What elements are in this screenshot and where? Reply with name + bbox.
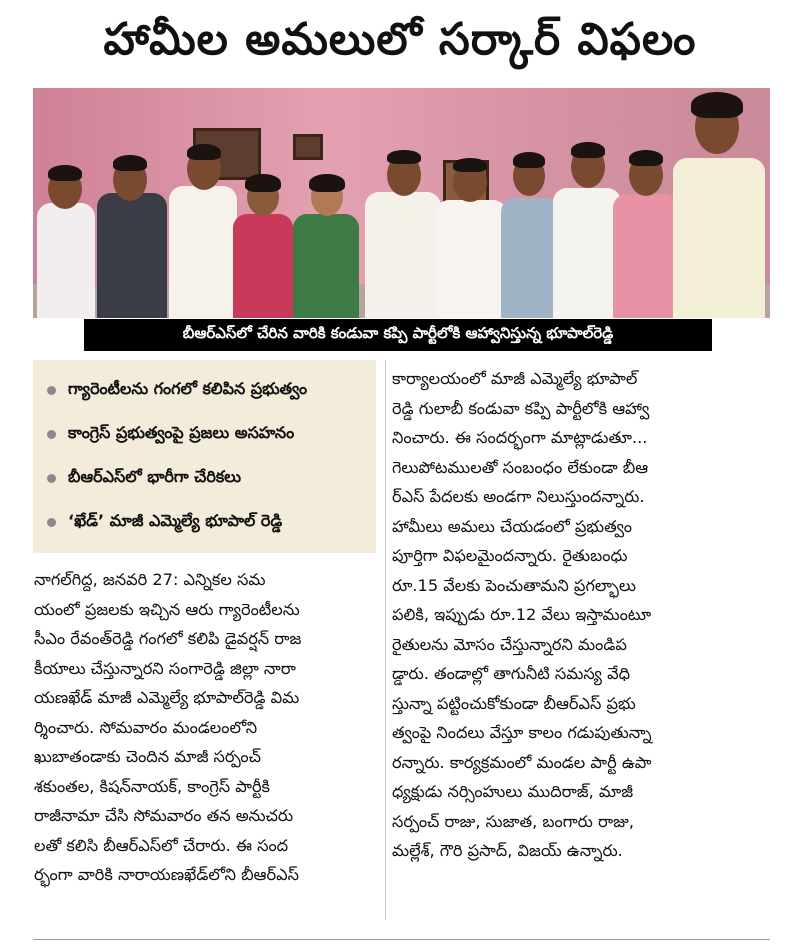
text-line: రూ.15 వేలకు పెంచుతామని ప్రగల్భాలు xyxy=(392,575,636,595)
highlight-text: కాంగ్రెస్ ప్రభుత్వంపై ప్రజలు అసహనం xyxy=(68,422,295,442)
text-line: గెలుపోటములతో సంబంధం లేకుండా బీఆ xyxy=(392,457,649,477)
text-line: రాజీనామా చేసి సోమవారం తన అనుచరు xyxy=(34,806,294,825)
highlight-item xyxy=(47,372,372,408)
person-figure xyxy=(665,90,770,318)
bullet-icon xyxy=(47,518,56,527)
text-line: ర్భంగా వారికి నారాయణఖేడ్‌లోని బీఆర్ఎస్ xyxy=(34,865,299,884)
text-line: ర్ఎస్ పేదలకు అండగా నిలుస్తుందన్నారు. xyxy=(392,487,645,506)
text-line: యణఖేడ్ మాజీ ఎమ్మెల్యే భూపాల్‌రెడ్డి విమ xyxy=(34,688,300,707)
wall-small-frame xyxy=(293,134,323,160)
highlight-text: గ్యారెంటీలను గంగలో కలిపిన ప్రభుత్వం xyxy=(68,378,308,398)
text-line: ఖుబాతండాకు చెందిన మాజీ సర్పంచ్ xyxy=(34,747,261,766)
text-line: ధ్యక్షుడు నర్సింహులు ముదిరాజ్, మాజీ xyxy=(392,782,634,801)
text-line: ర్శించారు. సోమవారం మండలంలోని xyxy=(34,717,258,737)
text-line: స్తున్నా పట్టించుకోకుండా బీఆర్ఎస్ ప్రభు xyxy=(392,693,636,713)
highlight-text: ‘ఖేడ్’ మాజీ ఎమ్మెల్యే భూపాల్ రెడ్డి xyxy=(68,510,283,530)
text-line: మల్లేశ్, గౌరి ప్రసాద్, విజయ్ ఉన్నారు. xyxy=(392,841,623,860)
highlight-item xyxy=(47,416,372,452)
text-line: సీఎం రేవంత్‌రెడ్డి గంగలో కలిపి డైవర్షన్ రాజ xyxy=(34,629,302,648)
news-photo xyxy=(33,88,770,318)
text-line: శకుంతల, కిషన్‌నాయక్, కాంగ్రెస్ పార్టీకి xyxy=(34,776,271,796)
text-line: నాగల్‌గిద్ద, జనవరి 27: ఎన్నికల సమ xyxy=(34,570,266,589)
bullet-icon xyxy=(47,474,56,483)
person-figure xyxy=(229,172,297,318)
text-line: కార్యాలయంలో మాజీ ఎమ్మెల్యే భూపాల్ xyxy=(392,369,638,388)
bullet-icon xyxy=(47,386,56,395)
headline: హామీల అమలులో సర్కార్ విఫలం xyxy=(103,14,697,65)
text-line: డ్డారు. తండాల్లో తాగునీటి సమస్య వేధి xyxy=(392,664,631,683)
text-line: పూర్తిగా విఫలమైందన్నారు. రైతుబంధు xyxy=(392,546,628,565)
article-left-column xyxy=(34,565,384,890)
person-figure xyxy=(91,153,171,318)
text-line: సర్పంచ్ రాజు, సుజాత, బంగారు రాజు, xyxy=(392,811,634,831)
highlight-item xyxy=(47,460,372,496)
text-line: రెడ్డి గులాబీ కండువా కప్పి పార్టీలోకి ఆహ్వా xyxy=(392,398,650,418)
person-figure xyxy=(289,172,363,318)
article-right-column xyxy=(392,364,772,866)
text-line: త్వంపై నిందలు వేస్తూ కాలం గడుపుతున్నా xyxy=(392,723,652,742)
highlight-text: బీఆర్ఎస్‌లో భారీగా చేరికలు xyxy=(68,466,242,486)
text-line: నించారు. ఈ సందర్భంగా మాట్లాడుతూ... xyxy=(392,428,648,447)
text-line: యంలో ప్రజలకు ఇచ్చిన ఆరు గ్యారెంటీలను xyxy=(34,599,300,619)
text-line: కీయాలు చేస్తున్నారని సంగారెడ్డి జిల్లా నారా xyxy=(34,658,296,678)
text-line: లతో కలిసి బీఆర్ఎస్‌లో చేరారు. ఈ సంద xyxy=(34,835,289,855)
highlights-box xyxy=(33,360,376,553)
person-figure xyxy=(33,163,99,318)
photo-caption: బీఆర్ఎస్‌లో చేరిన వారికి కండువా కప్పి పార్టీలోకి ఆహ్వానిస్తున్న భూపాల్‌రెడ్డి xyxy=(84,319,712,351)
text-line: రన్నారు. కార్యక్రమంలో మండల పార్టీ ఉపా xyxy=(392,752,652,772)
text-line: హామీలు అమలు చేయడంలో ప్రభుత్వం xyxy=(392,516,632,536)
bottom-rule xyxy=(33,939,770,940)
highlight-item xyxy=(47,504,372,540)
text-line: రైతులను మోసం చేస్తున్నారని మండిప xyxy=(392,634,627,654)
text-line: పలికి, ఇప్పుడు రూ.12 వేలు ఇస్తామంటూ xyxy=(392,605,652,624)
column-divider xyxy=(385,360,386,920)
bullet-icon xyxy=(47,430,56,439)
